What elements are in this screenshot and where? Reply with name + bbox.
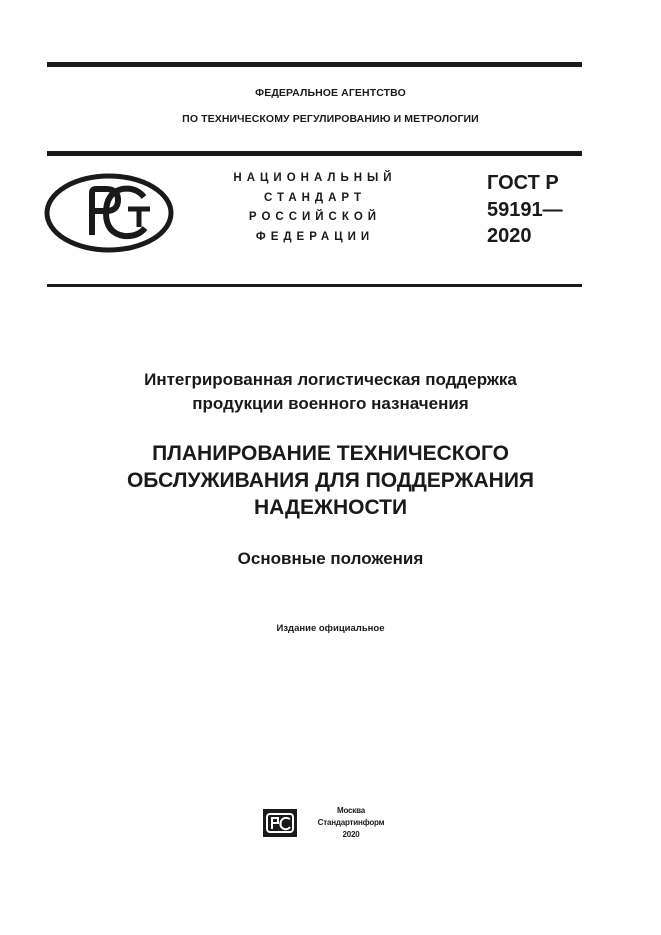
bottom-rule	[47, 284, 582, 287]
document-title-line1: ПЛАНИРОВАНИЕ ТЕХНИЧЕСКОГО	[152, 442, 509, 465]
middle-rule	[47, 151, 582, 156]
standard-code-line3: 2020	[487, 225, 532, 247]
standard-type-line3: РОССИЙСКОЙ	[248, 211, 382, 223]
standard-type-line1: НАЦИОНАЛЬНЫЙ	[233, 172, 397, 184]
standard-code-line2: 59191—	[487, 199, 563, 221]
standard-type-line4: ФЕДЕРАЦИИ	[255, 231, 375, 243]
top-rule	[47, 62, 582, 67]
publisher-year: 2020	[342, 830, 360, 839]
document-part: Основные положения	[237, 549, 424, 568]
document-title-line3: НАДЕЖНОСТИ	[253, 496, 408, 519]
standartinform-logo-icon	[262, 808, 298, 838]
publisher-name: Стандартинформ	[317, 818, 385, 827]
document-title-line2: ОБСЛУЖИВАНИЯ ДЛЯ ПОДДЕРЖАНИЯ	[126, 469, 535, 492]
agency-name-line1: ФЕДЕРАЛЬНОЕ АГЕНТСТВО	[255, 87, 406, 99]
rst-logo-icon	[44, 173, 174, 253]
document-subtitle-line2: продукции военного назначения	[192, 394, 469, 413]
edition-label: Издание официальное	[276, 623, 385, 634]
standard-type-line2: СТАНДАРТ	[264, 192, 366, 204]
standard-code-line1: ГОСТ Р	[487, 172, 559, 194]
document-subtitle-line1: Интегрированная логистическая поддержка	[144, 370, 517, 389]
agency-name-line2: ПО ТЕХНИЧЕСКОМУ РЕГУЛИРОВАНИЮ И МЕТРОЛОГИИ	[182, 113, 479, 125]
publisher-city: Москва	[337, 806, 365, 815]
